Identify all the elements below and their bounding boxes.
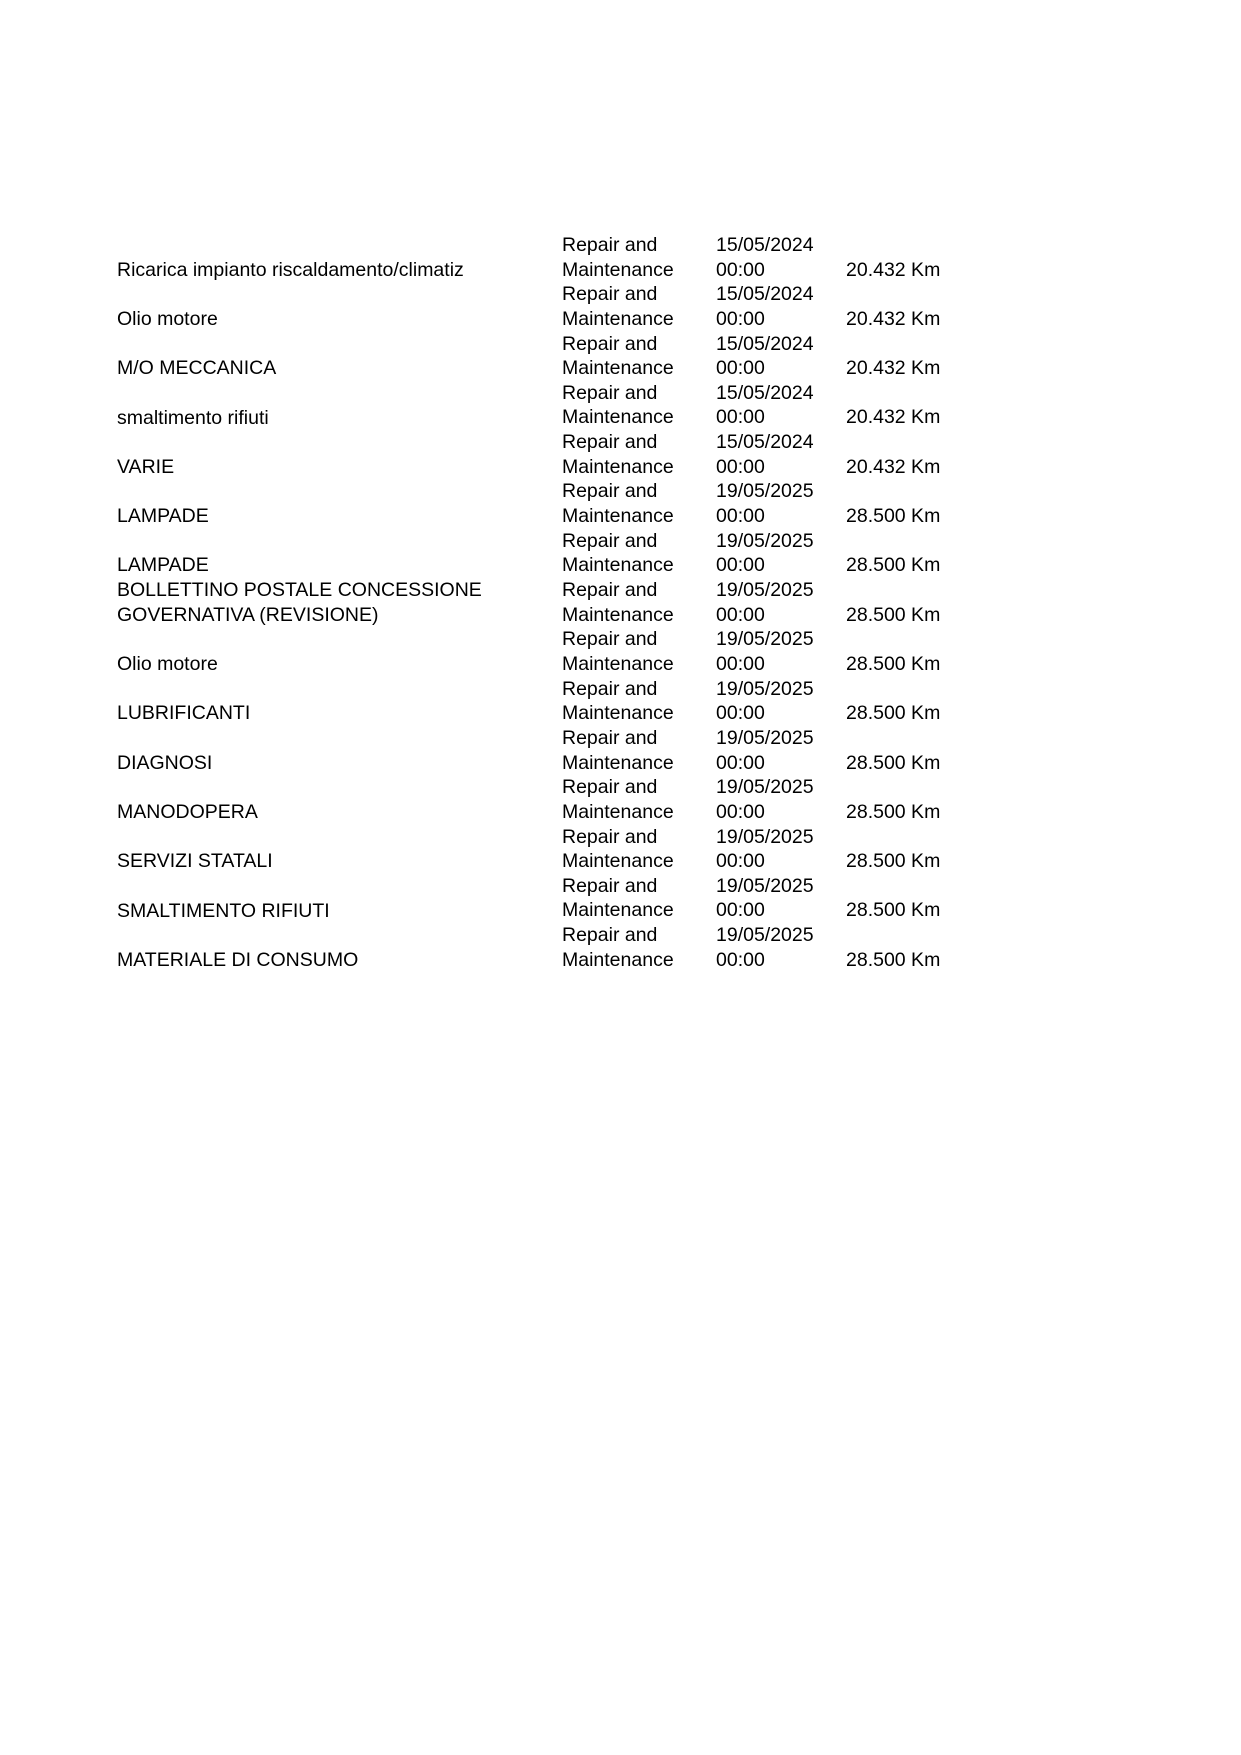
description-cell — [117, 529, 557, 578]
time-text: 00:00 — [716, 948, 765, 971]
description-cell — [117, 332, 557, 381]
table-row — [117, 874, 1017, 923]
description-text: LUBRIFICANTI — [117, 702, 251, 725]
date-text: 19/05/2025 — [716, 529, 814, 552]
mileage-cell: 28.500 Km — [846, 554, 941, 577]
description-text: smaltimento rifiuti — [117, 406, 269, 429]
category-text-line2: Maintenance — [562, 800, 674, 823]
datetime-cell — [716, 627, 814, 676]
description-cell — [117, 726, 557, 775]
datetime-cell — [716, 233, 814, 282]
time-text: 00:00 — [716, 603, 765, 626]
description-cell — [117, 627, 557, 676]
category-text-line2: Maintenance — [562, 505, 674, 528]
table-row — [117, 825, 1017, 874]
date-text: 19/05/2025 — [716, 874, 814, 897]
time-text: 00:00 — [716, 357, 765, 380]
mileage-cell: 28.500 Km — [846, 899, 941, 922]
category-cell — [562, 726, 674, 775]
category-cell — [562, 825, 674, 874]
category-cell — [562, 677, 674, 726]
category-text-line1: Repair and — [562, 874, 658, 897]
description-text: VARIE — [117, 455, 175, 478]
date-text: 19/05/2025 — [716, 628, 814, 651]
category-text-line2: Maintenance — [562, 455, 674, 478]
mileage-cell: 20.432 Km — [846, 357, 941, 380]
table-row — [117, 726, 1017, 775]
datetime-cell — [716, 578, 814, 627]
description-text: SERVIZI STATALI — [117, 850, 273, 873]
datetime-cell — [716, 282, 814, 331]
datetime-cell — [716, 479, 814, 528]
category-text-line1: Repair and — [562, 332, 658, 355]
time-text: 00:00 — [716, 850, 765, 873]
datetime-cell — [716, 825, 814, 874]
description-text: Olio motore — [117, 653, 218, 676]
description-cell — [117, 874, 557, 923]
table-row — [117, 479, 1017, 528]
description-text: MATERIALE DI CONSUMO — [117, 948, 359, 971]
category-cell — [562, 233, 674, 282]
mileage-cell: 28.500 Km — [846, 800, 941, 823]
datetime-cell — [716, 381, 814, 430]
category-text-line1: Repair and — [562, 776, 658, 799]
mileage-cell: 20.432 Km — [846, 258, 941, 281]
maintenance-records-table — [117, 233, 1017, 972]
category-text-line2: Maintenance — [562, 850, 674, 873]
mileage-cell: 28.500 Km — [846, 505, 941, 528]
table-row — [117, 627, 1017, 676]
description-text: MANODOPERA — [117, 800, 258, 823]
category-text-line2: Maintenance — [562, 948, 674, 971]
category-text-line2: Maintenance — [562, 751, 674, 774]
category-text-line1: Repair and — [562, 579, 658, 602]
description-cell — [117, 825, 557, 874]
date-text: 19/05/2025 — [716, 825, 814, 848]
time-text: 00:00 — [716, 505, 765, 528]
description-cell — [117, 923, 557, 972]
mileage-cell: 28.500 Km — [846, 948, 941, 971]
date-text: 19/05/2025 — [716, 579, 814, 602]
category-text-line2: Maintenance — [562, 554, 674, 577]
time-text: 00:00 — [716, 307, 765, 330]
description-cell — [117, 677, 557, 726]
category-text-line1: Repair and — [562, 480, 658, 503]
category-cell — [562, 529, 674, 578]
date-text: 15/05/2024 — [716, 381, 814, 404]
date-text: 15/05/2024 — [716, 332, 814, 355]
category-text-line1: Repair and — [562, 283, 658, 306]
description-text: DIAGNOSI — [117, 751, 213, 774]
category-text-line1: Repair and — [562, 726, 658, 749]
description-text: Olio motore — [117, 308, 218, 330]
category-text-line1: Repair and — [562, 628, 658, 651]
description-text: BOLLETTINO POSTALE CONCESSIONE — [117, 579, 482, 602]
datetime-cell — [716, 775, 814, 824]
description-text: M/O MECCANICA — [117, 357, 277, 380]
table-row — [117, 578, 1017, 627]
category-text-line1: Repair and — [562, 825, 658, 848]
table-row — [117, 775, 1017, 824]
category-text-line2: Maintenance — [562, 899, 674, 922]
date-text: 19/05/2025 — [716, 480, 814, 503]
date-text: 19/05/2025 — [716, 776, 814, 799]
category-cell — [562, 430, 674, 479]
mileage-cell: 20.432 Km — [846, 307, 941, 330]
category-text-line1: Repair and — [562, 924, 658, 947]
table-row — [117, 381, 1017, 430]
time-text: 00:00 — [716, 554, 765, 577]
description-cell — [117, 233, 557, 282]
category-cell — [562, 923, 674, 972]
description-cell — [117, 479, 557, 528]
date-text: 19/05/2025 — [716, 726, 814, 749]
date-text: 19/05/2025 — [716, 924, 814, 947]
datetime-cell — [716, 923, 814, 972]
mileage-cell: 20.432 Km — [846, 406, 941, 429]
description-text: Ricarica impianto riscaldamento/climatiz — [117, 258, 464, 281]
category-text-line1: Repair and — [562, 529, 658, 552]
mileage-cell: 28.500 Km — [846, 850, 941, 873]
datetime-cell — [716, 332, 814, 381]
table-row — [117, 332, 1017, 381]
time-text: 00:00 — [716, 406, 765, 429]
time-text: 00:00 — [716, 652, 765, 675]
category-text-line1: Repair and — [562, 234, 658, 256]
mileage-cell: 20.432 Km — [846, 455, 941, 478]
mileage-cell: 28.500 Km — [846, 751, 941, 774]
date-text: 15/05/2024 — [716, 283, 814, 306]
description-text: SMALTIMENTO RIFIUTI — [117, 899, 330, 922]
mileage-cell: 28.500 Km — [846, 702, 941, 725]
category-text-line2: Maintenance — [562, 603, 674, 626]
time-text: 00:00 — [716, 702, 765, 725]
date-text: 15/05/2024 — [716, 234, 814, 256]
datetime-cell — [716, 430, 814, 479]
datetime-cell — [716, 874, 814, 923]
table-row — [117, 233, 1017, 282]
category-text-line2: Maintenance — [562, 652, 674, 675]
category-cell — [562, 627, 674, 676]
category-cell — [562, 479, 674, 528]
description-cell — [117, 282, 557, 331]
description-text: LAMPADE — [117, 505, 209, 528]
table-row — [117, 923, 1017, 972]
category-text-line2: Maintenance — [562, 357, 674, 380]
category-cell — [562, 775, 674, 824]
time-text: 00:00 — [716, 899, 765, 922]
description-text: LAMPADE — [117, 554, 209, 577]
category-cell — [562, 578, 674, 627]
date-text: 15/05/2024 — [716, 431, 814, 454]
description-cell — [117, 381, 557, 430]
time-text: 00:00 — [716, 800, 765, 823]
table-row — [117, 282, 1017, 331]
category-cell — [562, 282, 674, 331]
datetime-cell — [716, 529, 814, 578]
category-text-line2: Maintenance — [562, 702, 674, 725]
category-text-line2: Maintenance — [562, 307, 674, 330]
time-text: 00:00 — [716, 455, 765, 478]
category-text-line1: Repair and — [562, 431, 658, 454]
time-text: 00:00 — [716, 258, 765, 281]
table-row — [117, 677, 1017, 726]
mileage-cell: 28.500 Km — [846, 603, 941, 626]
mileage-cell: 28.500 Km — [846, 652, 941, 675]
description-cell — [117, 775, 557, 824]
datetime-cell — [716, 726, 814, 775]
category-cell — [562, 874, 674, 923]
description-cell — [117, 430, 557, 479]
date-text: 19/05/2025 — [716, 677, 814, 700]
category-text-line1: Repair and — [562, 381, 658, 404]
description-cell — [117, 578, 557, 627]
datetime-cell — [716, 677, 814, 726]
category-cell — [562, 332, 674, 381]
category-text-line2: Maintenance — [562, 406, 674, 429]
time-text: 00:00 — [716, 751, 765, 774]
description-text-line2: GOVERNATIVA (REVISIONE) — [117, 603, 379, 626]
table-row — [117, 529, 1017, 578]
category-text-line2: Maintenance — [562, 258, 674, 281]
table-row — [117, 430, 1017, 479]
category-cell — [562, 381, 674, 430]
category-text-line1: Repair and — [562, 677, 658, 700]
